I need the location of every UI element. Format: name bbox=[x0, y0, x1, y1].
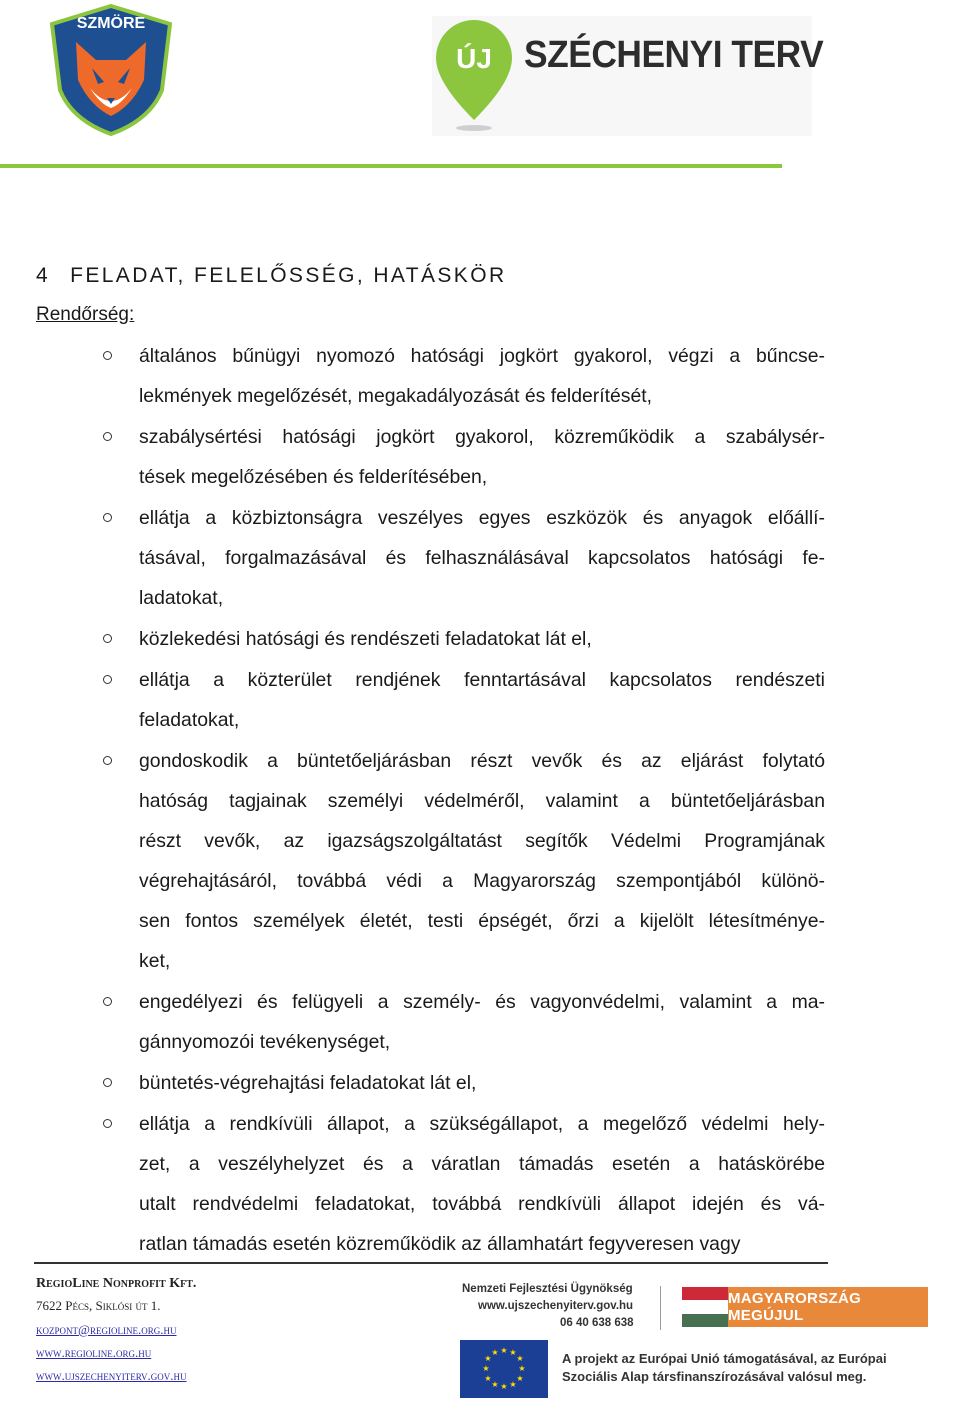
svg-text:★: ★ bbox=[518, 1364, 526, 1373]
list-item-line: közlekedési hatósági és rendészeti feladatokat lát el, bbox=[139, 628, 592, 650]
bullet-icon bbox=[103, 513, 112, 522]
magyarorszag-megujul-banner: MAGYARORSZÁG MEGÚJUL bbox=[728, 1287, 928, 1327]
svg-text:★: ★ bbox=[491, 1380, 499, 1389]
bullet-icon bbox=[103, 634, 112, 643]
eu-support-line-2: Szociális Alap társfinanszírozásával valósul meg. bbox=[562, 1369, 867, 1384]
list-item-line: utalt rendvédelmi feladatokat, továbbá rendkívüli állapot idején és vá- bbox=[139, 1193, 825, 1215]
svg-text:★: ★ bbox=[484, 1354, 492, 1363]
eu-flag-icon bbox=[460, 1340, 548, 1398]
footer-web-link-regioline[interactable]: www.regioline.org.hu bbox=[36, 1345, 152, 1360]
bullet-icon bbox=[103, 756, 112, 765]
list-item-line: szabálysértési hatósági jogkört gyakorol, közreműködik a szabálysér- bbox=[139, 426, 825, 448]
list-item-line: ladatokat, bbox=[139, 587, 224, 609]
list-item-line: gondoskodik a büntetőeljárásban részt vevők és az eljárást folytató bbox=[139, 750, 825, 772]
szmore-logo bbox=[46, 2, 176, 136]
svg-text:★: ★ bbox=[491, 1348, 499, 1357]
list-item-line: részt vevők, az igazságszolgáltatást segítők Védelmi Programjának bbox=[139, 830, 825, 852]
nfu-divider bbox=[660, 1286, 661, 1330]
section-number: 4 bbox=[36, 264, 51, 287]
szmore-logo-text: SZMÖRE bbox=[76, 15, 146, 32]
bullet-icon bbox=[103, 675, 112, 684]
uj-badge-text: ÚJ bbox=[456, 43, 492, 74]
svg-text:★: ★ bbox=[500, 1382, 508, 1391]
footer-web-link-ujszechenyi[interactable]: www.ujszechenyiterv.gov.hu bbox=[36, 1368, 187, 1383]
list-item-line: lekmények megelőzését, megakadályozását és felderítését, bbox=[139, 385, 653, 407]
footer-street: 7622 Pécs, Siklósi út 1. bbox=[36, 1298, 161, 1313]
svg-text:★: ★ bbox=[516, 1374, 524, 1383]
list-item-line: ellátja a közbiztonságra veszélyes egyes eszközök és anyagok előállí- bbox=[139, 507, 825, 529]
svg-text:★: ★ bbox=[516, 1354, 524, 1363]
list-item-line: ket, bbox=[139, 950, 171, 972]
nfu-phone: 06 40 638 638 bbox=[560, 1317, 634, 1329]
list-item-line: büntetés-végrehajtási feladatokat lát el, bbox=[139, 1072, 477, 1094]
svg-text:★: ★ bbox=[482, 1364, 490, 1373]
list-item-line: gánnyomozói tevékenységet, bbox=[139, 1031, 391, 1053]
bullet-icon bbox=[103, 351, 112, 360]
eu-support-line-1: A projekt az Európai Unió támogatásával, az Európai bbox=[562, 1351, 887, 1366]
list-item-line: ellátja a rendkívüli állapot, a szükségállapot, a megelőző védelmi hely- bbox=[139, 1113, 825, 1135]
list-item-line: általános bűnügyi nyomozó hatósági jogkört gyakorol, végzi a bűncse- bbox=[139, 345, 825, 367]
section-title: FELADAT, FELELŐSSÉG, HATÁSKÖR bbox=[70, 264, 507, 287]
subheading-police: Rendőrség: bbox=[36, 304, 135, 325]
list-item-line: tásával, forgalmazásával és felhasználásával kapcsolatos hatósági fe- bbox=[139, 547, 825, 569]
header-divider bbox=[0, 164, 782, 168]
list-item-line: zet, a veszélyhelyzet és a váratlan támadás esetén a hatáskörébe bbox=[139, 1153, 825, 1175]
list-item-line: hatóság tagjainak személyi védelméről, valamint a büntetőeljárásban bbox=[139, 790, 825, 812]
footer-divider bbox=[34, 1262, 828, 1264]
nfu-name: Nemzeti Fejlesztési Ügynökség bbox=[462, 1283, 633, 1295]
list-item-line: ratlan támadás esetén közreműködik az államhatárt fegyveresen vagy bbox=[139, 1233, 741, 1255]
bullet-icon bbox=[103, 1119, 112, 1128]
footer-email-link[interactable]: kozpont@regioline.org.hu bbox=[36, 1322, 177, 1337]
bullet-icon bbox=[103, 1078, 112, 1087]
svg-text:★: ★ bbox=[509, 1348, 517, 1357]
list-item-line: engedélyezi és felügyeli a személy- és vagyonvédelmi, valamint a ma- bbox=[139, 991, 825, 1013]
list-item-line: feladatokat, bbox=[139, 709, 240, 731]
section-heading bbox=[36, 264, 507, 288]
list-item-line: ellátja a közterület rendjének fenntartásával kapcsolatos rendészeti bbox=[139, 669, 825, 691]
uj-szechenyi-terv-text: SZÉCHENYI TERV bbox=[524, 34, 824, 76]
list-item-line: végrehajtásáról, továbbá védi a Magyarország szempontjából különö- bbox=[139, 870, 825, 892]
nfu-web: www.ujszechenyiterv.gov.hu bbox=[478, 1300, 634, 1312]
hungarian-flag-icon bbox=[682, 1287, 728, 1327]
list-item-line: tések megelőzésében és felderítésében, bbox=[139, 466, 488, 488]
bullet-icon bbox=[103, 432, 112, 441]
svg-text:★: ★ bbox=[509, 1380, 517, 1389]
list-item-line: sen fontos személyek életét, testi épségét, őrzi a kijelölt létesítménye- bbox=[139, 910, 825, 932]
footer-company: RegioLine Nonprofit Kft. bbox=[36, 1276, 197, 1291]
svg-text:★: ★ bbox=[484, 1374, 492, 1383]
bullet-icon bbox=[103, 997, 112, 1006]
svg-text:★: ★ bbox=[500, 1346, 508, 1355]
